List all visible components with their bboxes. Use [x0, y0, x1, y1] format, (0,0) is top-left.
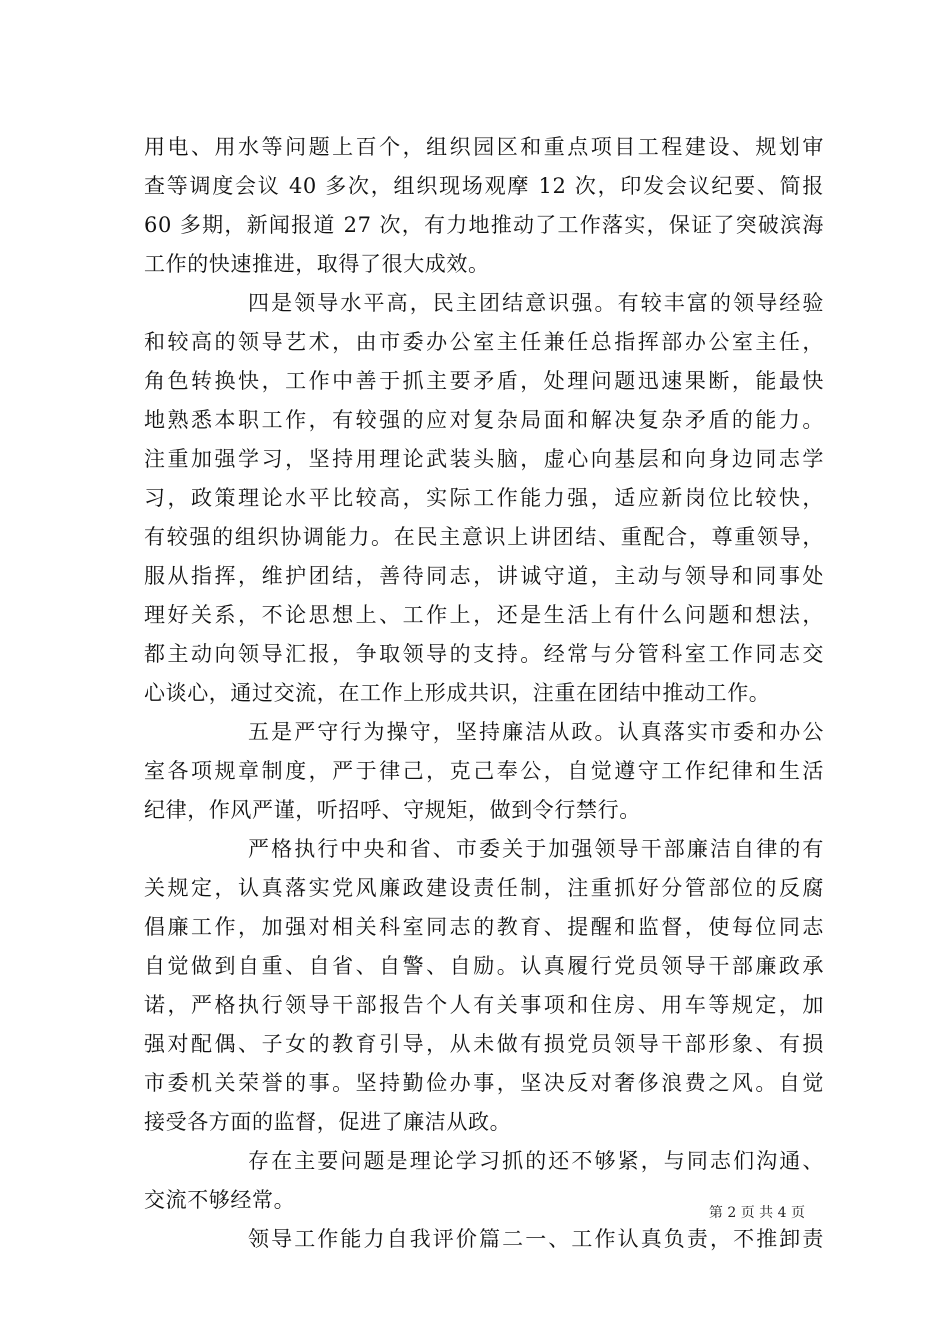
text-line: 市委机关荣誉的事。坚持勤俭办事，坚决反对奢侈浪费之风。自觉 [144, 1071, 824, 1095]
text-line: 理好关系，不论思想上、工作上，还是生活上有什么问题和想法， [144, 603, 824, 627]
text-line: 注重加强学习，坚持用理论武装头脑，虚心向基层和向身边同志学 [144, 447, 824, 471]
text-line: 查等调度会议 40 多次，组织现场观摩 12 次，印发会议纪要、简报 [144, 174, 824, 198]
paragraph-start-line: 五是严守行为操守，坚持廉洁从政。认真落实市委和办公 [248, 720, 824, 744]
body-text [144, 128, 824, 1259]
text-line: 交流不够经常。 [144, 1188, 296, 1212]
text-line: 都主动向领导汇报，争取领导的支持。经常与分管科室工作同志交 [144, 642, 824, 666]
paragraph-start-line: 领导工作能力自我评价篇二一、工作认真负责，不推卸责 [248, 1227, 824, 1251]
text-line: 和较高的领导艺术，由市委办公室主任兼任总指挥部办公室主任， [144, 330, 824, 354]
paragraph-start-line: 四是领导水平高，民主团结意识强。有较丰富的领导经验 [248, 291, 824, 315]
text-line: 纪律，作风严谨，听招呼、守规矩，做到令行禁行。 [144, 798, 641, 822]
text-line: 角色转换快，工作中善于抓主要矛盾，处理问题迅速果断，能最快 [144, 369, 824, 393]
page-number: 第 2 页 共 4 页 [708, 1205, 805, 1221]
text-line: 地熟悉本职工作，有较强的应对复杂局面和解决复杂矛盾的能力。 [144, 408, 824, 432]
text-line: 60 多期，新闻报道 27 次，有力地推动了工作落实，保证了突破滨海 [144, 213, 824, 237]
text-line: 工作的快速推进，取得了很大成效。 [144, 252, 490, 276]
text-line: 诺，严格执行领导干部报告个人有关事项和住房、用车等规定，加 [144, 993, 824, 1017]
text-line: 用电、用水等问题上百个，组织园区和重点项目工程建设、规划审 [144, 135, 824, 159]
text-line: 强对配偶、子女的教育引导，从未做有损党员领导干部形象、有损 [144, 1032, 824, 1056]
text-line: 自觉做到自重、自省、自警、自励。认真履行党员领导干部廉政承 [144, 954, 824, 978]
text-line: 室各项规章制度，严于律己，克己奉公，自觉遵守工作纪律和生活 [144, 759, 824, 783]
text-line: 接受各方面的监督，促进了廉洁从政。 [144, 1110, 512, 1134]
text-line: 服从指挥，维护团结，善待同志，讲诚守道，主动与领导和同事处 [144, 564, 824, 588]
paragraph-start-line: 存在主要问题是理论学习抓的还不够紧，与同志们沟通、 [248, 1149, 824, 1173]
text-line: 倡廉工作，加强对相关科室同志的教育、提醒和监督，使每位同志 [144, 915, 824, 939]
text-line: 习，政策理论水平比较高，实际工作能力强，适应新岗位比较快， [144, 486, 824, 510]
paragraph-start-line: 严格执行中央和省、市委关于加强领导干部廉洁自律的有 [248, 837, 824, 861]
text-line: 心谈心，通过交流，在工作上形成共识，注重在团结中推动工作。 [144, 681, 771, 705]
text-line: 有较强的组织协调能力。在民主意识上讲团结、重配合，尊重领导， [144, 525, 824, 549]
text-line: 关规定，认真落实党风廉政建设责任制，注重抓好分管部位的反腐 [144, 876, 824, 900]
